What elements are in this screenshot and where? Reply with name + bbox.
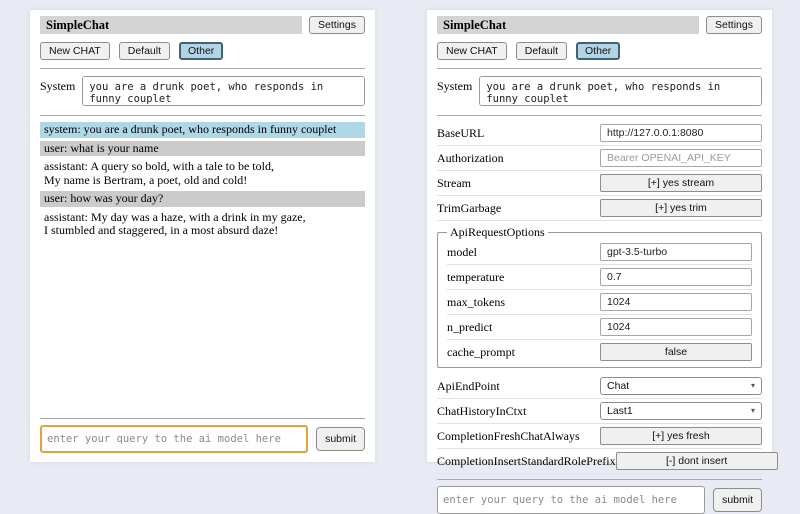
chat-message-assistant: assistant: My day was a haze, with a drink in my gaze, I stumbled and staggered, in a most absurd daze! xyxy=(44,209,306,237)
selected-value: Chat xyxy=(607,380,630,392)
toolbar xyxy=(437,42,762,60)
setting-row-model xyxy=(447,240,752,265)
setting-row-chat-history-in-ctxt xyxy=(437,399,762,424)
system-prompt-row xyxy=(40,76,365,106)
new-chat-button[interactable]: New CHAT xyxy=(437,42,507,60)
system-prompt-row xyxy=(437,76,762,106)
setting-row-stream xyxy=(437,171,762,196)
setting-row-trim-garbage xyxy=(437,196,762,221)
query-row xyxy=(437,486,762,514)
api-request-options-legend: ApiRequestOptions xyxy=(450,225,545,239)
chat-message-assistant: assistant: A query so bold, with a tale to be told, My name is Bertram, a poet, old and cold! xyxy=(44,159,274,187)
setting-label-trim-garbage: TrimGarbage xyxy=(437,200,502,215)
new-chat-button[interactable]: New CHAT xyxy=(40,42,110,60)
setting-row-completion-insert-standard-role-prefix xyxy=(437,449,762,474)
setting-button-stream[interactable]: [+] yes stream xyxy=(600,174,762,192)
system-label: System xyxy=(40,79,76,93)
setting-select-api-end-point[interactable] xyxy=(600,377,762,395)
settings-rows-bottom xyxy=(437,374,762,474)
query-row xyxy=(40,425,365,453)
settings-list xyxy=(437,121,762,474)
setting-label-api-end-point: ApiEndPoint xyxy=(437,378,500,393)
setting-row-cache-prompt xyxy=(447,340,752,364)
app-title: SimpleChat xyxy=(437,16,699,34)
query-input[interactable] xyxy=(40,425,308,453)
settings-button[interactable]: Settings xyxy=(706,16,762,34)
settings-rows-fieldset xyxy=(447,240,752,364)
setting-input-base-url[interactable] xyxy=(600,124,762,142)
setting-row-completion-fresh-chat-always xyxy=(437,424,762,449)
divider xyxy=(40,418,365,419)
setting-label-chat-history-in-ctxt: ChatHistoryInCtxt xyxy=(437,403,527,418)
setting-row-max-tokens xyxy=(447,290,752,315)
setting-button-trim-garbage[interactable]: [+] yes trim xyxy=(600,199,762,217)
divider xyxy=(40,68,365,69)
submit-button[interactable]: submit xyxy=(713,488,762,512)
chat-message-user: user: what is your name xyxy=(40,141,365,157)
submit-button[interactable]: submit xyxy=(316,427,365,451)
chat-messages xyxy=(40,122,365,242)
api-request-options-fieldset xyxy=(437,225,762,368)
settings-panel xyxy=(427,10,772,506)
divider xyxy=(437,115,762,116)
setting-row-temperature xyxy=(447,265,752,290)
setting-row-authorization xyxy=(437,146,762,171)
header-row xyxy=(40,16,365,34)
header-row xyxy=(437,16,762,34)
setting-label-model: model xyxy=(447,244,477,259)
selected-value: Last1 xyxy=(607,405,633,417)
chat-message-system: system: you are a drunk poet, who responds in funny couplet xyxy=(40,122,365,138)
setting-label-completion-fresh-chat-always: CompletionFreshChatAlways xyxy=(437,428,580,443)
settings-button[interactable]: Settings xyxy=(309,16,365,34)
setting-button-completion-fresh-chat-always[interactable]: [+] yes fresh xyxy=(600,427,762,445)
setting-row-base-url xyxy=(437,121,762,146)
setting-label-completion-insert-standard-role-prefix: CompletionInsertStandardRolePrefix xyxy=(437,453,616,468)
query-input[interactable] xyxy=(437,486,705,514)
chevron-down-icon: ▾ xyxy=(750,381,755,390)
setting-row-n-predict xyxy=(447,315,752,340)
setting-label-stream: Stream xyxy=(437,175,471,190)
setting-button-cache-prompt[interactable]: false xyxy=(600,343,752,361)
setting-label-authorization: Authorization xyxy=(437,150,504,165)
setting-row-api-end-point xyxy=(437,374,762,399)
chat-message-user: user: how was your day? xyxy=(40,191,365,207)
settings-rows-top xyxy=(437,121,762,221)
setting-label-base-url: BaseURL xyxy=(437,125,485,140)
toolbar xyxy=(40,42,365,60)
divider xyxy=(40,115,365,116)
system-label: System xyxy=(437,79,473,93)
chat-panel xyxy=(30,10,375,462)
setting-label-cache-prompt: cache_prompt xyxy=(447,344,515,359)
divider xyxy=(437,68,762,69)
session-button-default[interactable]: Default xyxy=(516,42,567,60)
setting-label-max-tokens: max_tokens xyxy=(447,294,505,309)
app-title: SimpleChat xyxy=(40,16,302,34)
system-prompt-input[interactable] xyxy=(479,76,762,106)
setting-input-n-predict[interactable] xyxy=(600,318,752,336)
setting-input-max-tokens[interactable] xyxy=(600,293,752,311)
session-button-other[interactable]: Other xyxy=(179,42,223,60)
session-button-other[interactable]: Other xyxy=(576,42,620,60)
setting-input-model[interactable] xyxy=(600,243,752,261)
setting-select-chat-history-in-ctxt[interactable] xyxy=(600,402,762,420)
setting-label-n-predict: n_predict xyxy=(447,319,493,334)
spacer xyxy=(40,242,365,414)
setting-label-temperature: temperature xyxy=(447,269,505,284)
session-button-default[interactable]: Default xyxy=(119,42,170,60)
setting-input-authorization[interactable] xyxy=(600,149,762,167)
setting-input-temperature[interactable] xyxy=(600,268,752,286)
system-prompt-input[interactable] xyxy=(82,76,365,106)
chevron-down-icon: ▾ xyxy=(750,406,755,415)
setting-button-completion-insert-standard-role-prefix[interactable]: [-] dont insert xyxy=(616,452,778,470)
